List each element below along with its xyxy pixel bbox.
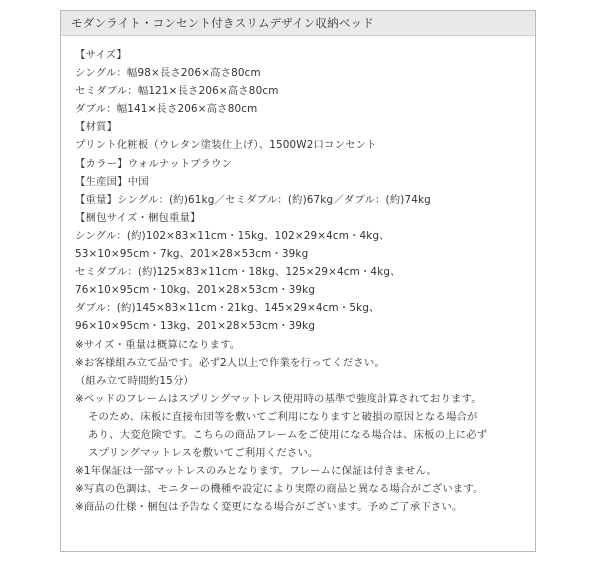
spec-line: あり、大変危険です。こちらの商品フレームをご使用になる場合は、床板の上に必ず [88, 428, 488, 441]
spec-line: 76×10×95cm・10kg、201×28×53cm・39kg [75, 284, 316, 297]
spec-line: ダブル：(約)145×83×11cm・21kg、145×29×4cm・5kg、 [75, 302, 380, 315]
spec-line: セミダブル：(約)125×83×11cm・18kg、125×29×4cm・4kg、 [75, 266, 401, 279]
spec-line: 96×10×95cm・13kg、201×28×53cm・39kg [75, 320, 316, 333]
spec-line: 【重量】シングル：(約)61kg／セミダブル：(約)67kg／ダブル：(約)74kg [75, 193, 431, 206]
spec-line: ※写真の色調は、モニターの機種や設定により実際の商品と異なる場合がございます。 [75, 483, 484, 496]
panel-title: モダンライト・コンセント付きスリムデザイン収納ベッド [61, 11, 535, 36]
spec-line: ※商品の仕様・梱包は予告なく変更になる場合がございます。予めご了承下さい。 [75, 501, 463, 514]
spec-line: 【材質】 [75, 121, 118, 134]
spec-line: ※1年保証は一部マットレスのみとなります。フレームに保証は付きません。 [75, 465, 438, 478]
spec-line: スプリングマットレスを敷いてご利用ください。 [88, 447, 319, 460]
spec-line: シングル：幅98×長さ206×高さ80cm [75, 67, 261, 80]
spec-line: 【カラー】ウォルナットブラウン [75, 157, 233, 170]
spec-line: （組み立て時間約15分） [75, 374, 194, 387]
spec-list [75, 46, 529, 516]
spec-line: セミダブル：幅121×長さ206×高さ80cm [75, 85, 279, 98]
spec-line: シングル：(約)102×83×11cm・15kg、102×29×4cm・4kg、 [75, 229, 390, 242]
spec-line: ※サイズ・重量は概算になります。 [75, 338, 241, 351]
spec-line: ダブル：幅141×長さ206×高さ80cm [75, 103, 258, 116]
spec-line: プリント化粧板（ウレタン塗装仕上げ）、1500W2口コンセント [75, 139, 377, 152]
spec-line: ※ベッドのフレームはスプリングマットレス使用時の基準で強度計算されております。 [75, 392, 482, 405]
spec-line: 【梱包サイズ・梱包重量】 [75, 211, 201, 224]
spec-line: 【生産国】中国 [75, 175, 149, 188]
spec-panel [60, 10, 536, 552]
spec-line: そのため、床板に直接布団等を敷いてご利用になりますと破損の原因となる場合が [88, 410, 478, 423]
spec-line: 【サイズ】 [75, 49, 127, 61]
spec-line: 53×10×95cm・7kg、201×28×53cm・39kg [75, 248, 309, 261]
spec-line: ※お客様組み立て品です。必ず2人以上で作業を行ってください。 [75, 356, 385, 369]
